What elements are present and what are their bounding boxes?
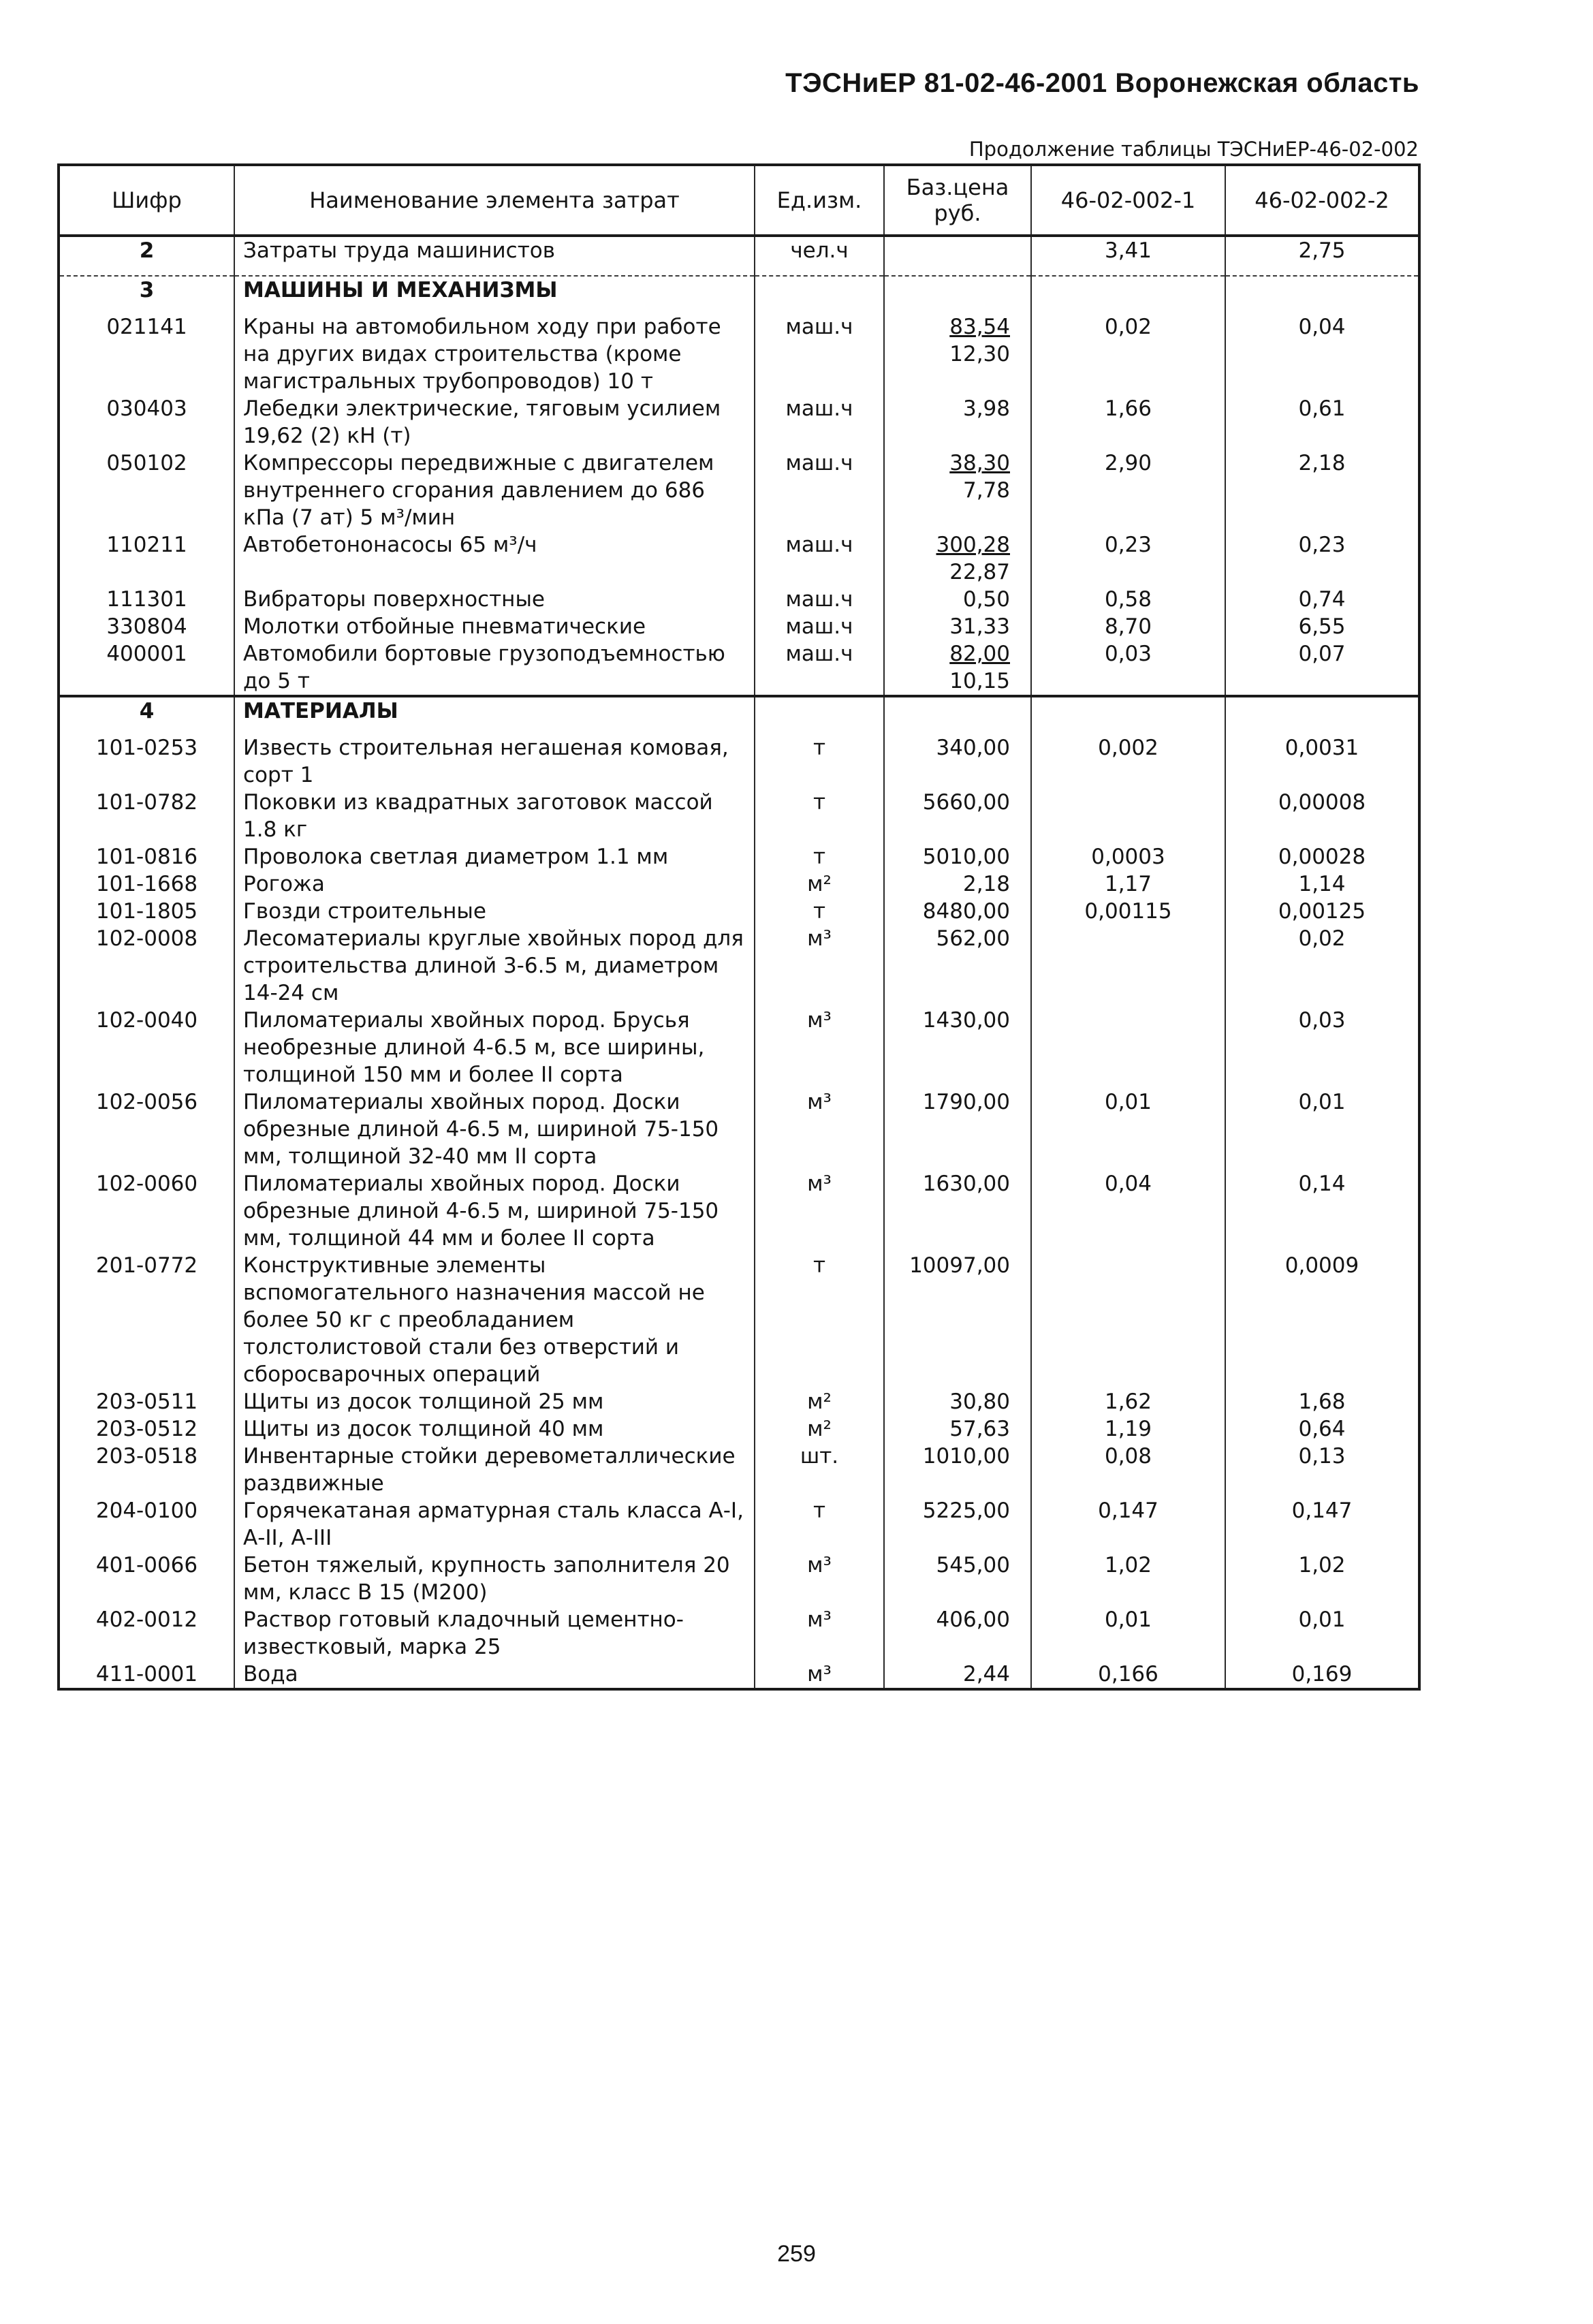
row-name: Гвозди строительные xyxy=(234,898,755,925)
row-price: 8480,00 xyxy=(884,898,1031,925)
row-unit: маш.ч xyxy=(755,640,884,696)
row-name: Раствор готовый кладочный цементно-известковый, марка 25 xyxy=(234,1606,755,1661)
table-row xyxy=(59,586,1419,613)
row-price: 406,00 xyxy=(884,1606,1031,1661)
row-norm-2: 2,18 xyxy=(1225,450,1419,531)
row-price-total: 300,28 xyxy=(936,533,1010,557)
resource-table xyxy=(57,163,1421,1691)
labor-code: 2 xyxy=(59,236,234,276)
table-row xyxy=(59,1388,1419,1415)
row-name: Пиломатериалы хвойных пород. Доски обрезные длиной 4-6.5 м, шириной 75-150 мм, толщиной 44 мм и более II сорта xyxy=(234,1170,755,1252)
row-norm-1: 0,23 xyxy=(1031,531,1225,586)
row-name: Лебедки электрические, тяговым усилием 19,62 (2) кН (т) xyxy=(234,395,755,450)
row-price: 2,18 xyxy=(884,870,1031,898)
row-norm-2: 1,14 xyxy=(1225,870,1419,898)
row-unit: т xyxy=(755,734,884,789)
column-header-price: Баз.цена руб. xyxy=(884,165,1031,236)
row-price: 1790,00 xyxy=(884,1088,1031,1170)
row-norm-1 xyxy=(1031,1252,1225,1388)
row-norm-2: 0,61 xyxy=(1225,395,1419,450)
labor-name: Затраты труда машинистов xyxy=(234,236,755,276)
table-row xyxy=(59,1415,1419,1443)
row-norm-1: 0,04 xyxy=(1031,1170,1225,1252)
row-code: 204-0100 xyxy=(59,1497,234,1552)
row-norm-2: 0,07 xyxy=(1225,640,1419,696)
row-unit: маш.ч xyxy=(755,586,884,613)
row-price: 57,63 xyxy=(884,1415,1031,1443)
row-code: 101-0816 xyxy=(59,843,234,870)
row-norm-2: 0,02 xyxy=(1225,925,1419,1007)
column-header-name: Наименование элемента затрат xyxy=(234,165,755,236)
page-number: 259 xyxy=(777,2241,816,2267)
row-name: Автомобили бортовые грузоподъемностью до 5 т xyxy=(234,640,755,696)
row-price: 5660,00 xyxy=(884,789,1031,843)
row-name: Щиты из досок толщиной 40 мм xyxy=(234,1415,755,1443)
row-price: 1010,00 xyxy=(884,1443,1031,1497)
column-header-unit: Ед.изм. xyxy=(755,165,884,236)
document-title: ТЭСНиЕР 81-02-46-2001 Воронежская область xyxy=(785,68,1419,98)
row-norm-2: 0,03 xyxy=(1225,1007,1419,1088)
row-name: Пиломатериалы хвойных пород. Брусья необрезные длиной 4-6.5 м, все ширины, толщиной 150 мм и более II сорта xyxy=(234,1007,755,1088)
row-code: 203-0518 xyxy=(59,1443,234,1497)
row-name: Поковки из квадратных заготовок массой 1.8 кг xyxy=(234,789,755,843)
row-norm-1: 0,02 xyxy=(1031,313,1225,395)
table-header-row xyxy=(59,165,1419,236)
row-price: 562,00 xyxy=(884,925,1031,1007)
table-row xyxy=(59,870,1419,898)
labor-price xyxy=(884,236,1031,276)
row-price: 1630,00 xyxy=(884,1170,1031,1252)
row-price-wages: 22,87 xyxy=(949,560,1010,584)
row-code: 102-0008 xyxy=(59,925,234,1007)
table-row xyxy=(59,1606,1419,1661)
row-norm-1: 0,166 xyxy=(1031,1661,1225,1689)
labor-norm-2: 2,75 xyxy=(1225,236,1419,276)
row-norm-1: 1,19 xyxy=(1031,1415,1225,1443)
row-unit: м³ xyxy=(755,1170,884,1252)
table-row xyxy=(59,1170,1419,1252)
row-name: Вибраторы поверхностные xyxy=(234,586,755,613)
row-name: Молотки отбойные пневматические xyxy=(234,613,755,640)
row-price: 3,98 xyxy=(884,395,1031,450)
row-norm-1: 2,90 xyxy=(1031,450,1225,531)
row-code: 411-0001 xyxy=(59,1661,234,1689)
row-name: Горячекатаная арматурная сталь класса А-I, А-II, А-III xyxy=(234,1497,755,1552)
row-norm-1: 1,66 xyxy=(1031,395,1225,450)
row-unit: м² xyxy=(755,1415,884,1443)
row-unit: т xyxy=(755,789,884,843)
row-price: 1430,00 xyxy=(884,1007,1031,1088)
row-name: Щиты из досок толщиной 25 мм xyxy=(234,1388,755,1415)
row-name: Автобетононасосы 65 м³/ч xyxy=(234,531,755,586)
row-price: 5225,00 xyxy=(884,1497,1031,1552)
row-unit: маш.ч xyxy=(755,450,884,531)
row-price-wages: 10,15 xyxy=(949,669,1010,693)
section-row-machines xyxy=(59,276,1419,313)
row-norm-2: 0,13 xyxy=(1225,1443,1419,1497)
row-norm-2: 0,00125 xyxy=(1225,898,1419,925)
table-row xyxy=(59,450,1419,531)
row-price-total: 82,00 xyxy=(949,642,1010,666)
row-unit: м³ xyxy=(755,925,884,1007)
row-unit: м³ xyxy=(755,1606,884,1661)
row-unit: м³ xyxy=(755,1088,884,1170)
row-unit: маш.ч xyxy=(755,613,884,640)
row-unit: т xyxy=(755,843,884,870)
row-code: 402-0012 xyxy=(59,1606,234,1661)
row-unit: м³ xyxy=(755,1552,884,1606)
row-price-total: 38,30 xyxy=(949,451,1010,475)
row-norm-2: 0,147 xyxy=(1225,1497,1419,1552)
table-row xyxy=(59,1007,1419,1088)
row-price-wages: 7,78 xyxy=(962,478,1010,503)
row-norm-2: 0,00028 xyxy=(1225,843,1419,870)
row-unit: т xyxy=(755,1252,884,1388)
row-norm-1: 0,08 xyxy=(1031,1443,1225,1497)
row-unit: шт. xyxy=(755,1443,884,1497)
row-code: 101-1668 xyxy=(59,870,234,898)
row-norm-2: 0,01 xyxy=(1225,1088,1419,1170)
row-norm-1: 1,02 xyxy=(1031,1552,1225,1606)
section-title: МАШИНЫ И МЕХАНИЗМЫ xyxy=(234,276,755,313)
table-row xyxy=(59,1497,1419,1552)
row-price: 5010,00 xyxy=(884,843,1031,870)
table-row xyxy=(59,613,1419,640)
table-row xyxy=(59,898,1419,925)
row-code: 401-0066 xyxy=(59,1552,234,1606)
row-code: 111301 xyxy=(59,586,234,613)
labor-norm-1: 3,41 xyxy=(1031,236,1225,276)
section-code: 3 xyxy=(59,276,234,313)
column-header-code: Шифр xyxy=(59,165,234,236)
labor-row xyxy=(59,236,1419,276)
row-norm-2: 1,02 xyxy=(1225,1552,1419,1606)
row-norm-1: 0,58 xyxy=(1031,586,1225,613)
section-row-materials xyxy=(59,696,1419,734)
row-norm-1: 0,01 xyxy=(1031,1606,1225,1661)
row-price-total: 83,54 xyxy=(949,315,1010,339)
row-norm-2: 0,00008 xyxy=(1225,789,1419,843)
row-norm-2: 6,55 xyxy=(1225,613,1419,640)
table-row xyxy=(59,789,1419,843)
row-norm-1: 0,147 xyxy=(1031,1497,1225,1552)
row-unit: маш.ч xyxy=(755,531,884,586)
column-header-norm-1: 46-02-002-1 xyxy=(1031,165,1225,236)
section-code: 4 xyxy=(59,696,234,734)
row-norm-1: 0,01 xyxy=(1031,1088,1225,1170)
row-name: Проволока светлая диаметром 1.1 мм xyxy=(234,843,755,870)
column-header-norm-2: 46-02-002-2 xyxy=(1225,165,1419,236)
row-unit: м² xyxy=(755,1388,884,1415)
row-norm-2: 0,0009 xyxy=(1225,1252,1419,1388)
row-code: 050102 xyxy=(59,450,234,531)
row-name: Вода xyxy=(234,1661,755,1689)
row-price: 10097,00 xyxy=(884,1252,1031,1388)
row-norm-1 xyxy=(1031,789,1225,843)
row-norm-1: 0,002 xyxy=(1031,734,1225,789)
row-unit: м² xyxy=(755,870,884,898)
row-code: 102-0040 xyxy=(59,1007,234,1088)
row-name: Инвентарные стойки деревометаллические раздвижные xyxy=(234,1443,755,1497)
table-row xyxy=(59,531,1419,586)
table-continuation-caption: Продолжение таблицы ТЭСНиЕР-46-02-002 xyxy=(968,138,1419,161)
row-code: 101-1805 xyxy=(59,898,234,925)
row-norm-1: 8,70 xyxy=(1031,613,1225,640)
table-row xyxy=(59,640,1419,696)
row-name: Пиломатериалы хвойных пород. Доски обрезные длиной 4-6.5 м, шириной 75-150 мм, толщиной 32-40 мм II сорта xyxy=(234,1088,755,1170)
table-row xyxy=(59,1552,1419,1606)
row-unit: маш.ч xyxy=(755,395,884,450)
row-name: Рогожа xyxy=(234,870,755,898)
row-norm-2: 0,23 xyxy=(1225,531,1419,586)
row-price xyxy=(884,450,1031,531)
row-price xyxy=(884,531,1031,586)
row-norm-2: 0,74 xyxy=(1225,586,1419,613)
row-code: 101-0782 xyxy=(59,789,234,843)
row-code: 400001 xyxy=(59,640,234,696)
row-price: 2,44 xyxy=(884,1661,1031,1689)
row-name: Известь строительная негашеная комовая, сорт 1 xyxy=(234,734,755,789)
row-unit: т xyxy=(755,1497,884,1552)
row-norm-2: 0,169 xyxy=(1225,1661,1419,1689)
table-row xyxy=(59,1252,1419,1388)
row-price: 30,80 xyxy=(884,1388,1031,1415)
row-code: 021141 xyxy=(59,313,234,395)
row-price-wages: 12,30 xyxy=(949,342,1010,366)
row-code: 102-0056 xyxy=(59,1088,234,1170)
row-unit: маш.ч xyxy=(755,313,884,395)
row-price: 0,50 xyxy=(884,586,1031,613)
row-norm-1: 1,62 xyxy=(1031,1388,1225,1415)
row-norm-2: 0,04 xyxy=(1225,313,1419,395)
row-code: 102-0060 xyxy=(59,1170,234,1252)
row-price xyxy=(884,640,1031,696)
row-code: 201-0772 xyxy=(59,1252,234,1388)
table-row xyxy=(59,925,1419,1007)
table-row xyxy=(59,1661,1419,1689)
table-row xyxy=(59,843,1419,870)
row-code: 203-0511 xyxy=(59,1388,234,1415)
table-row xyxy=(59,313,1419,395)
row-name: Краны на автомобильном ходу при работе на других видах строительства (кроме магистральных трубопроводов) 10 т xyxy=(234,313,755,395)
row-price: 31,33 xyxy=(884,613,1031,640)
row-code: 030403 xyxy=(59,395,234,450)
row-name: Конструктивные элементы вспомогательного назначения массой не более 50 кг с преобладанием толстолистовой стали без отверстий и сборосварочных операций xyxy=(234,1252,755,1388)
table-row xyxy=(59,734,1419,789)
row-norm-2: 0,0031 xyxy=(1225,734,1419,789)
row-norm-2: 0,64 xyxy=(1225,1415,1419,1443)
row-norm-1: 0,03 xyxy=(1031,640,1225,696)
row-norm-1 xyxy=(1031,1007,1225,1088)
row-price: 545,00 xyxy=(884,1552,1031,1606)
row-name: Бетон тяжелый, крупность заполнителя 20 мм, класс В 15 (М200) xyxy=(234,1552,755,1606)
row-unit: м³ xyxy=(755,1007,884,1088)
table-row xyxy=(59,1443,1419,1497)
row-norm-1 xyxy=(1031,925,1225,1007)
table-row xyxy=(59,1088,1419,1170)
row-unit: т xyxy=(755,898,884,925)
section-title: МАТЕРИАЛЫ xyxy=(234,696,755,734)
row-unit: м³ xyxy=(755,1661,884,1689)
row-norm-1: 1,17 xyxy=(1031,870,1225,898)
row-code: 330804 xyxy=(59,613,234,640)
row-price: 340,00 xyxy=(884,734,1031,789)
row-norm-2: 1,68 xyxy=(1225,1388,1419,1415)
row-norm-2: 0,14 xyxy=(1225,1170,1419,1252)
row-name: Компрессоры передвижные с двигателем внутреннего сгорания давлением до 686 кПа (7 ат) 5 м³/мин xyxy=(234,450,755,531)
row-price xyxy=(884,313,1031,395)
row-code: 203-0512 xyxy=(59,1415,234,1443)
row-code: 101-0253 xyxy=(59,734,234,789)
table-row xyxy=(59,395,1419,450)
labor-unit: чел.ч xyxy=(755,236,884,276)
row-norm-2: 0,01 xyxy=(1225,1606,1419,1661)
row-norm-1: 0,00115 xyxy=(1031,898,1225,925)
row-norm-1: 0,0003 xyxy=(1031,843,1225,870)
row-name: Лесоматериалы круглые хвойных пород для строительства длиной 3-6.5 м, диаметром 14-24 см xyxy=(234,925,755,1007)
row-code: 110211 xyxy=(59,531,234,586)
